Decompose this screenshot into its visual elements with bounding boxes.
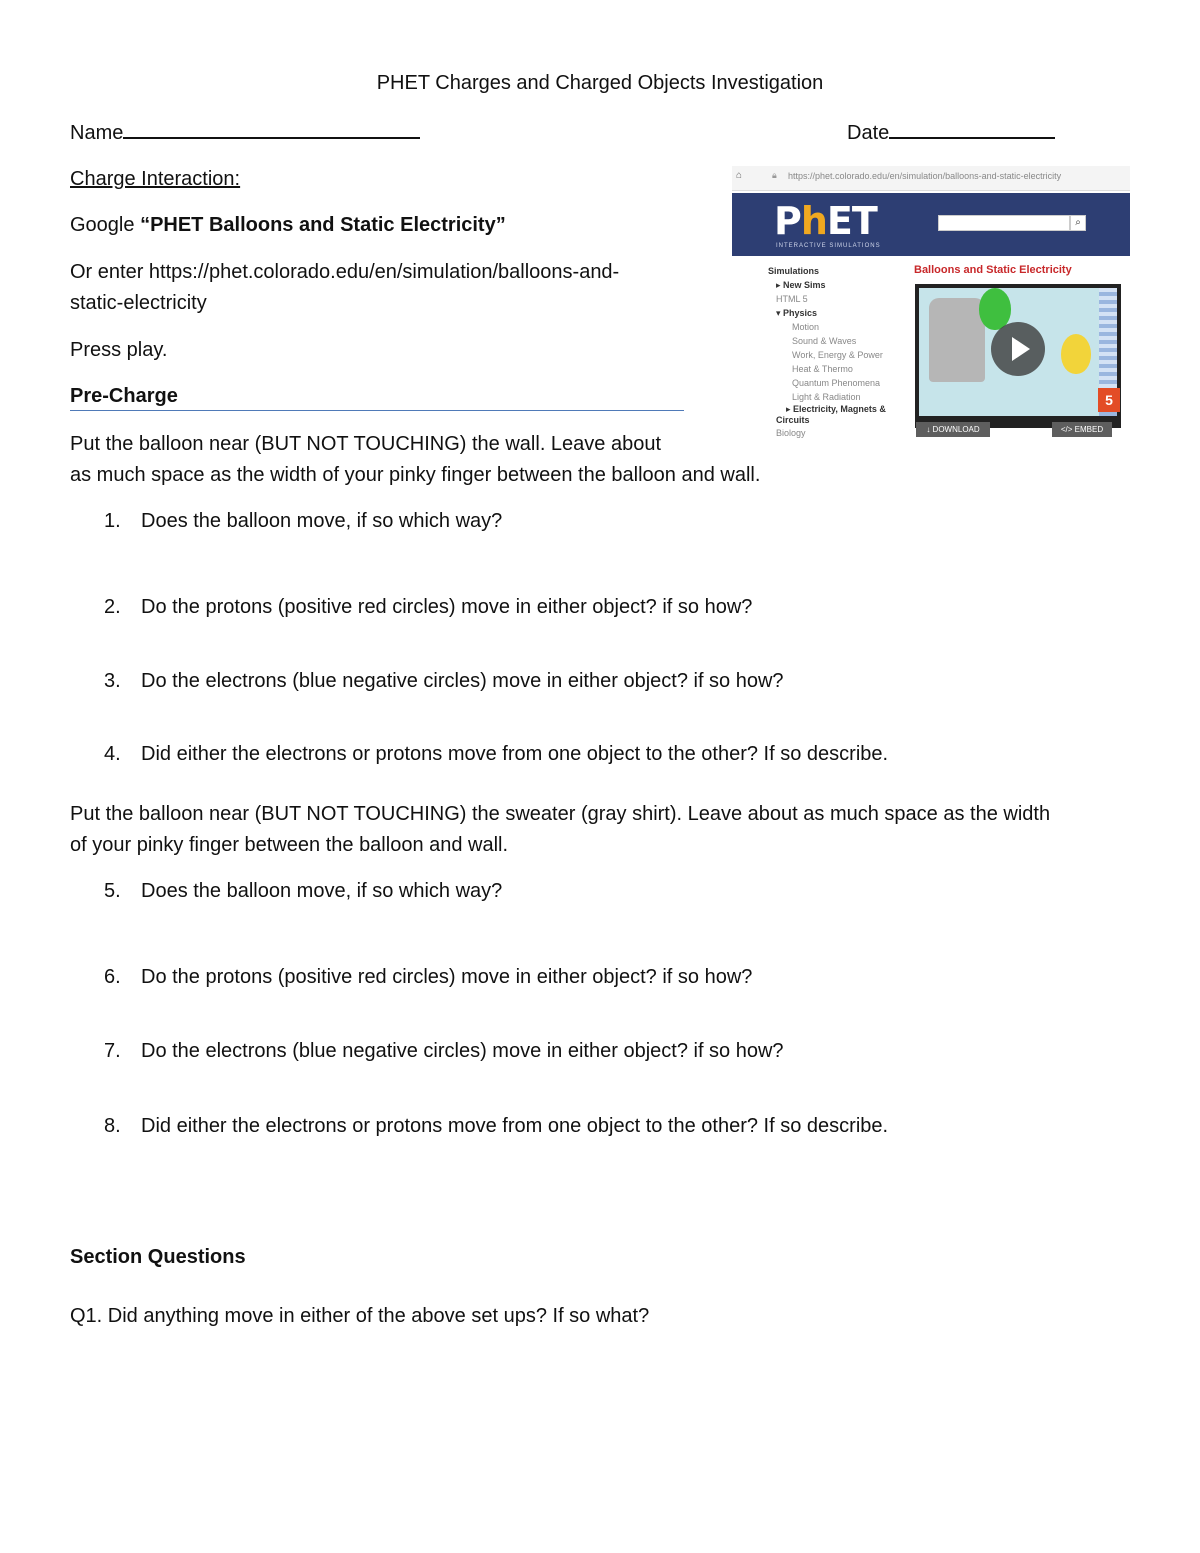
sweater-instruction-line2: of your pinky finger between the balloon and wall.	[70, 834, 509, 856]
nav-item: ▸ New Sims	[776, 280, 826, 290]
name-blank	[123, 117, 420, 139]
wall-instruction-line1: Put the balloon near (BUT NOT TOUCHING) the wall. Leave about	[70, 433, 662, 455]
wall-instruction-line2: as much space as the width of your pinky finger between the balloon and wall.	[70, 464, 761, 486]
heading-rule	[70, 410, 684, 411]
question-text: Do the electrons (blue negative circles) move in either object? if so how?	[141, 670, 784, 692]
question-text: Do the protons (positive red circles) move in either object? if so how?	[141, 596, 753, 618]
nav-item: HTML 5	[776, 294, 808, 304]
question-number: 3.	[104, 670, 121, 692]
google-prefix: Google	[70, 214, 141, 236]
home-icon: ⌂	[736, 170, 743, 181]
enter-url-line2: static-electricity	[70, 292, 207, 314]
enter-url-line1: Or enter https://phet.colorado.edu/en/simulation/balloons-and-	[70, 261, 620, 283]
question-text: Did either the electrons or protons move from one object to the other? If so describe.	[141, 1115, 889, 1137]
question-number: 1.	[104, 510, 121, 532]
nav-subitem: Quantum Phenomena	[792, 378, 881, 388]
search-icon: ⌕	[1070, 215, 1086, 231]
phet-logo	[774, 199, 877, 243]
download-button: ↓ DOWNLOAD	[916, 422, 990, 437]
question-number: 8.	[104, 1115, 121, 1137]
question-text: Do the protons (positive red circles) move in either object? if so how?	[141, 966, 753, 988]
google-line	[70, 210, 506, 241]
phet-website-screenshot	[732, 166, 1130, 446]
nav-subitem: Work, Energy & Power	[792, 350, 883, 360]
pre-charge-heading: Pre-Charge	[70, 385, 178, 407]
question-text: Did either the electrons or protons move from one object to the other? If so describe.	[141, 743, 889, 765]
date-line	[847, 117, 1055, 149]
question-number: 4.	[104, 743, 121, 765]
question-7	[104, 1040, 784, 1063]
nav-subitem: Circuits	[776, 415, 810, 425]
press-play-text: Press play.	[70, 339, 168, 361]
nav-subitem: Motion	[792, 322, 820, 332]
question-text: Do the electrons (blue negative circles) move in either object? if so how?	[141, 1040, 784, 1062]
question-number: 6.	[104, 966, 121, 988]
charge-interaction-heading: Charge Interaction:	[70, 168, 241, 190]
sweater-instruction-line1: Put the balloon near (BUT NOT TOUCHING) the sweater (gray shirt). Leave about as much space as the width	[70, 803, 1051, 825]
question-4	[104, 743, 888, 766]
question-number: 7.	[104, 1040, 121, 1062]
simulation-title: Balloons and Static Electricity	[914, 264, 1072, 276]
nav-item: Biology	[776, 428, 806, 438]
address-url: https://phet.colorado.edu/en/simulation/balloons-and-static-electricity	[788, 171, 1062, 181]
question-number: 5.	[104, 880, 121, 902]
date-blank	[889, 117, 1055, 139]
phet-banner	[732, 193, 1130, 256]
logo-subtitle: INTERACTIVE SIMULATIONS	[776, 243, 881, 249]
name-line	[70, 117, 420, 149]
question-number: 2.	[104, 596, 121, 618]
question-5	[104, 880, 502, 903]
section-question-1: Q1. Did anything move in either of the above set ups? If so what?	[70, 1305, 650, 1327]
question-8	[104, 1115, 888, 1138]
site-search-input	[938, 215, 1070, 231]
question-text: Does the balloon move, if so which way?	[141, 510, 503, 532]
question-6	[104, 966, 752, 989]
html5-badge: 5	[1098, 388, 1120, 412]
simulations-nav	[768, 264, 886, 440]
google-query: “PHET Balloons and Static Electricity”	[140, 214, 506, 236]
nav-heading: Simulations	[768, 266, 820, 276]
logo-letter: P	[774, 199, 801, 243]
question-text: Does the balloon move, if so which way?	[141, 880, 503, 902]
embed-button: </> EMBED	[1052, 422, 1112, 437]
lock-icon: 🔒︎	[772, 170, 777, 180]
nav-subitem: Light & Radiation	[792, 392, 861, 402]
nav-subitem: ▸ Electricity, Magnets &	[786, 404, 886, 414]
nav-subitem: Heat & Thermo	[792, 364, 853, 374]
simulation-preview	[915, 284, 1121, 428]
page-title: PHET Charges and Charged Objects Investigation	[376, 72, 824, 94]
browser-address-bar	[732, 166, 1130, 191]
name-label: Name	[70, 122, 124, 144]
logo-letter: ET	[826, 199, 877, 243]
section-questions-heading: Section Questions	[70, 1246, 246, 1268]
sweater-graphic	[929, 298, 985, 382]
question-3	[104, 670, 784, 693]
play-icon	[991, 322, 1045, 376]
question-1	[104, 510, 502, 533]
date-label: Date	[847, 122, 890, 144]
nav-item: ▾ Physics	[776, 308, 818, 318]
yellow-balloon	[1061, 334, 1091, 374]
logo-letter: h	[800, 199, 827, 243]
question-2	[104, 596, 752, 619]
nav-subitem: Sound & Waves	[792, 336, 857, 346]
